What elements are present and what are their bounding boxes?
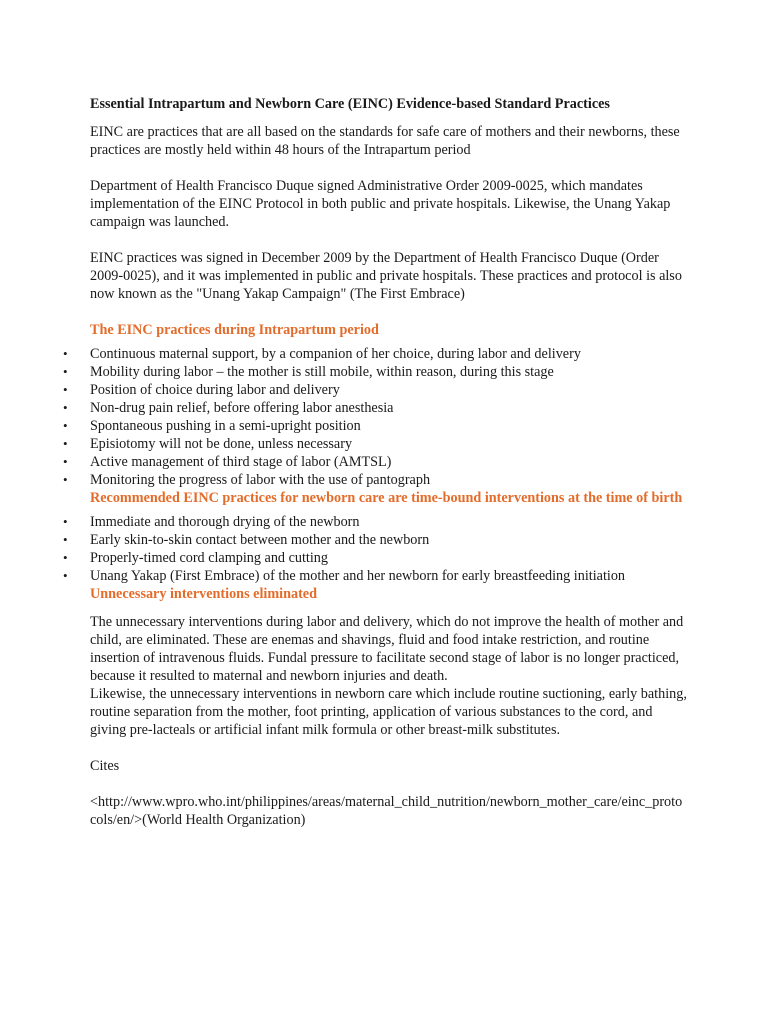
bullet-icon: • — [63, 436, 68, 451]
bullet-icon: • — [63, 400, 68, 415]
bullet-icon: • — [63, 550, 68, 565]
citation-reference: <http://www.wpro.who.int/philippines/areas/maternal_child_nutrition/newborn_mother_care/einc_protocols/en/>(World Health Organization) — [90, 794, 683, 828]
intro-paragraph: EINC are practices that are all based on the standards for safe care of mothers and their newborns, these practices are mostly held within 48 hours of the Intrapartum period — [90, 124, 680, 158]
newborn-interventions-paragraph: Likewise, the unnecessary interventions in newborn care which include routine suctioning, early bathing, routine separation from the mother, foot printing, application of various substances to the cord, and giving pre-lacteals or artificial infant milk formula or other breast-milk substitutes. — [90, 686, 687, 738]
list-item: • Mobility during labor – the mother is still mobile, within reason, during this stage — [63, 364, 554, 380]
bullet-icon: • — [63, 454, 68, 469]
bullet-icon: • — [63, 472, 68, 487]
cites-label: Cites — [90, 758, 120, 774]
list-item: • Spontaneous pushing in a semi-upright position — [63, 418, 361, 434]
einc-signing-paragraph: EINC practices was signed in December 2009 by the Department of Health Francisco Duque (Order 2009-0025), and it was implemented in public and private hospitals. These practices and protocol is also now known as the "Unang Yakap Campaign" (The First Embrace) — [90, 250, 682, 302]
bullet-icon: • — [63, 532, 68, 547]
newborn-care-heading: Recommended EINC practices for newborn care are time-bound interventions at the time of birth — [90, 490, 683, 506]
bullet-icon: • — [63, 364, 68, 379]
list-item: • Unang Yakap (First Embrace) of the mother and her newborn for early breastfeeding initiation — [63, 568, 626, 584]
newborn-care-list — [63, 513, 688, 585]
unnecessary-interventions-heading: Unnecessary interventions eliminated — [90, 586, 317, 602]
list-item: • Continuous maternal support, by a companion of her choice, during labor and delivery — [63, 346, 581, 362]
intrapartum-list — [63, 345, 688, 489]
document-title: Essential Intrapartum and Newborn Care (EINC) Evidence-based Standard Practices — [90, 96, 610, 112]
bullet-icon: • — [63, 346, 68, 361]
list-item: • Active management of third stage of labor (AMTSL) — [63, 454, 392, 470]
list-item: • Position of choice during labor and delivery — [63, 382, 340, 398]
list-item: • Immediate and thorough drying of the newborn — [63, 514, 360, 530]
labor-interventions-paragraph: The unnecessary interventions during labor and delivery, which do not improve the health of mother and child, are eliminated. These are enemas and shavings, fluid and food intake restriction, and routine insertion of intravenous fluids. Fundal pressure to facilitate second stage of labor is no longer practiced, because it resulted to maternal and newborn injuries and death. — [90, 614, 684, 684]
list-item: • Properly-timed cord clamping and cutting — [63, 550, 328, 566]
list-item: • Monitoring the progress of labor with the use of pantograph — [63, 472, 431, 488]
bullet-icon: • — [63, 514, 68, 529]
intrapartum-heading: The EINC practices during Intrapartum period — [90, 322, 379, 338]
bullet-icon: • — [63, 418, 68, 433]
bullet-icon: • — [63, 568, 68, 583]
bullet-icon: • — [63, 382, 68, 397]
list-item: • Non-drug pain relief, before offering labor anesthesia — [63, 400, 394, 416]
list-item: • Episiotomy will not be done, unless necessary — [63, 436, 353, 452]
administrative-order-paragraph: Department of Health Francisco Duque signed Administrative Order 2009-0025, which mandates implementation of the EINC Protocol in both public and private hospitals. Likewise, the Unang Yakap campaign was launched. — [90, 178, 671, 230]
list-item: • Early skin-to-skin contact between mother and the newborn — [63, 532, 430, 548]
